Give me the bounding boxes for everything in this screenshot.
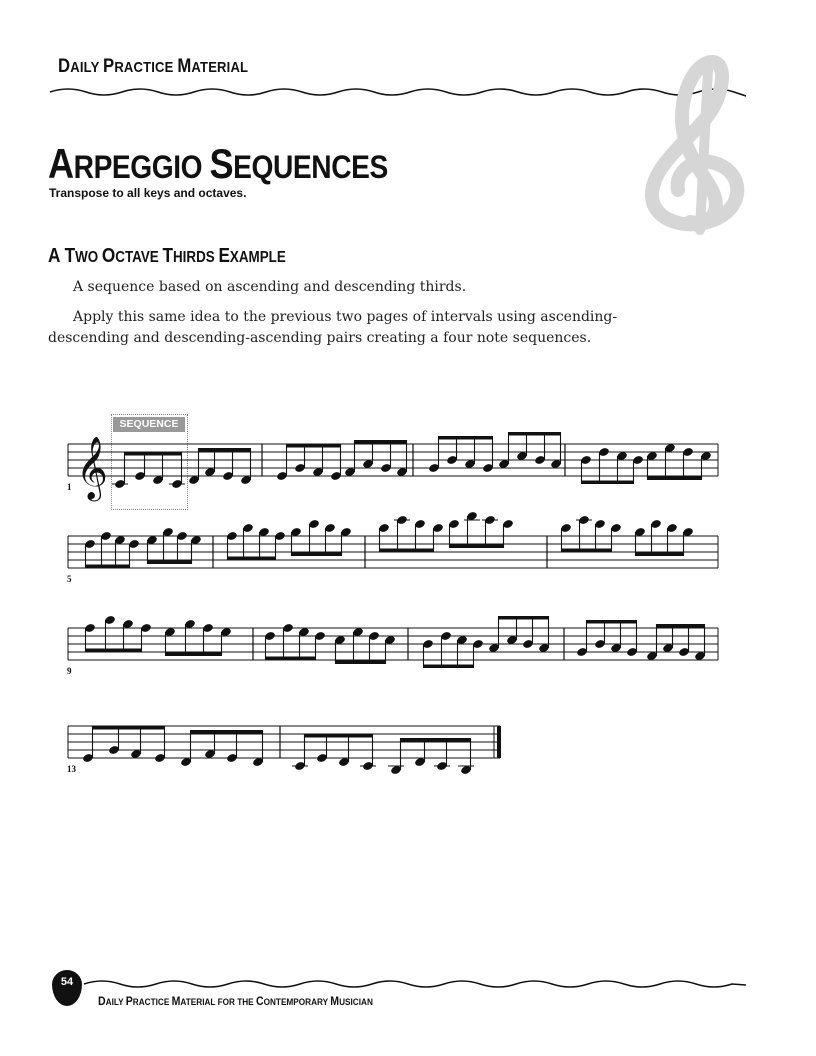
section-title: A TWO OCTAVE THIRDS EXAMPLE xyxy=(48,245,286,267)
note-beam xyxy=(355,440,407,444)
note-beam xyxy=(166,653,222,657)
note-beam xyxy=(401,738,471,742)
note-beam xyxy=(86,649,142,653)
note-beam xyxy=(424,665,474,669)
measure-number: 9 xyxy=(67,666,72,676)
paragraph-intro: A sequence based on ascending and descending thirds. xyxy=(73,279,467,295)
note-beam xyxy=(648,477,702,481)
treble-clef-icon: 𝄞 xyxy=(76,436,108,499)
note-beam xyxy=(636,553,684,557)
note-beam xyxy=(582,481,634,485)
note-beam xyxy=(499,616,549,620)
note-beam xyxy=(380,549,434,553)
final-barline-thick xyxy=(497,726,501,758)
page-title: ARPEGGIO SEQUENCES xyxy=(48,140,388,187)
note-beam xyxy=(562,549,612,553)
note-beam xyxy=(657,624,705,628)
note-beam xyxy=(191,730,263,734)
paragraph-instructions: Apply this same idea to the previous two pages of intervals using ascending-descending and descending-ascending pairs creating a four note sequences. xyxy=(48,309,618,346)
measure-number: 1 xyxy=(67,482,72,492)
header-title: DAILY PRACTICE MATERIAL xyxy=(58,56,249,77)
note-beam xyxy=(587,620,637,624)
note-beam xyxy=(93,726,165,730)
note-beam xyxy=(228,557,276,561)
note-beam xyxy=(305,734,373,738)
sequence-label: SEQUENCE xyxy=(113,417,185,432)
measure-number: 5 xyxy=(67,574,72,584)
page-number: 54 xyxy=(60,976,74,988)
note-beam xyxy=(148,561,192,565)
note-beam xyxy=(450,545,504,549)
note-beam xyxy=(292,553,342,557)
measure-number: 13 xyxy=(67,764,76,774)
note-beam xyxy=(336,661,386,665)
note-beam xyxy=(86,565,130,569)
note-beam xyxy=(287,444,341,448)
note-beam xyxy=(439,436,493,440)
note-beam xyxy=(509,432,561,436)
note-beam xyxy=(266,657,316,661)
note-beam xyxy=(199,448,251,452)
page-subtitle: Transpose to all keys and octaves. xyxy=(49,186,247,200)
note-beam xyxy=(125,452,182,456)
footer-title: DAILY PRACTICE MATERIAL FOR THE CONTEMPORARY MUSICIAN xyxy=(98,994,373,1008)
